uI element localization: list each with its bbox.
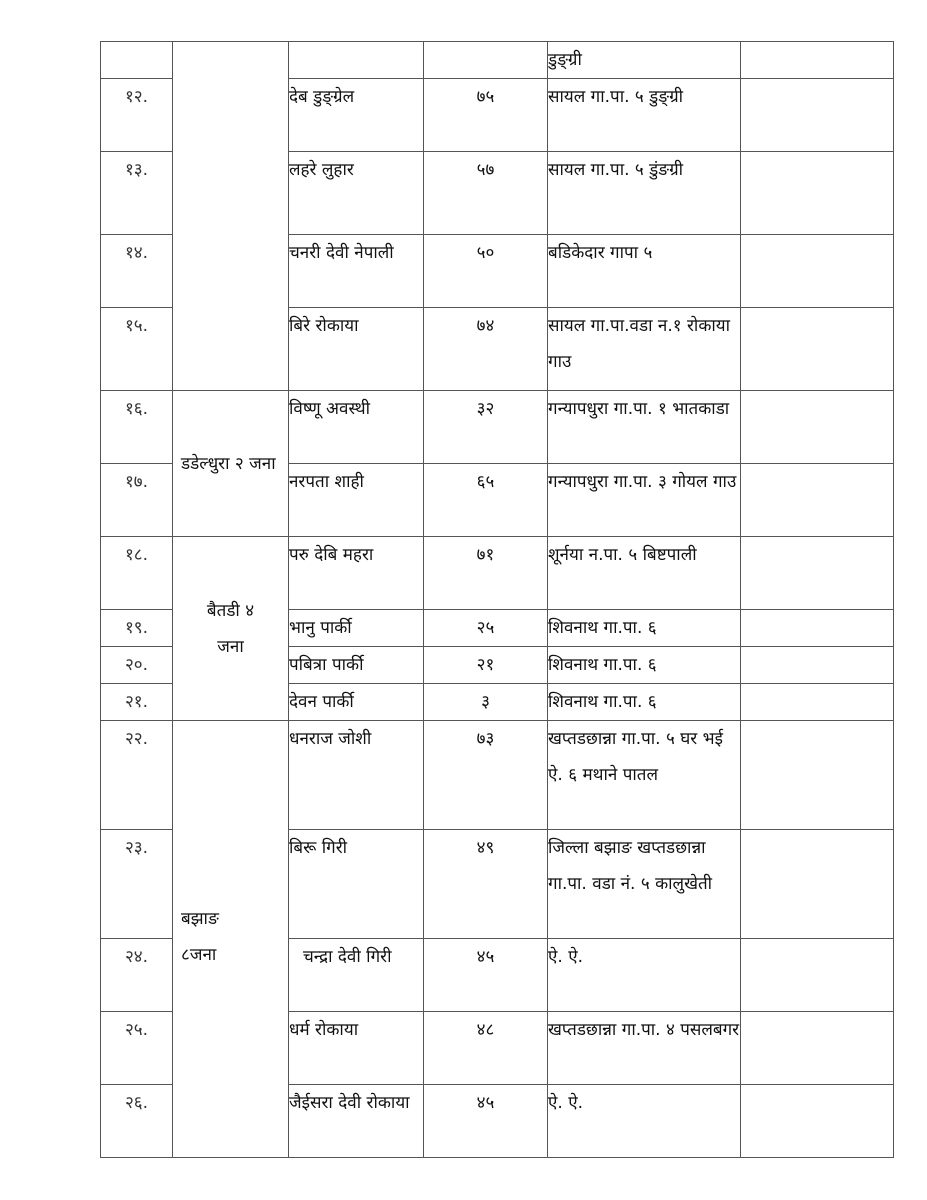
- age-cell: ७४: [424, 308, 548, 391]
- remarks-cell: [741, 152, 894, 235]
- serial-cell: १९.: [101, 610, 173, 647]
- address-cell: खप्तडछान्ना गा.पा. ५ घर भई ऐ. ६ मथाने पातल: [548, 721, 741, 830]
- table-row: [101, 42, 894, 79]
- serial-cell: २०.: [101, 647, 173, 684]
- table-row: [101, 721, 894, 830]
- name-cell: चनरी देवी नेपाली: [289, 235, 424, 308]
- serial-cell: २३.: [101, 830, 173, 939]
- address-cell: सायल गा.पा. ५ डुंङग्री: [548, 152, 741, 235]
- remarks-cell: [741, 721, 894, 830]
- district-cell: [173, 42, 289, 391]
- remarks-cell: [741, 42, 894, 79]
- serial-cell: १७.: [101, 464, 173, 537]
- serial-cell: १६.: [101, 391, 173, 464]
- serial-cell: २४.: [101, 939, 173, 1012]
- district-name: बझाङ: [181, 909, 219, 929]
- address-cell: ऐ. ऐ.: [548, 1085, 741, 1158]
- remarks-cell: [741, 391, 894, 464]
- serial-cell: १३.: [101, 152, 173, 235]
- age-cell: ३: [424, 684, 548, 721]
- name-cell: लहरे लुहार: [289, 152, 424, 235]
- address-cell: बडिकेदार गापा ५: [548, 235, 741, 308]
- age-cell: ५०: [424, 235, 548, 308]
- name-cell: धनराज जोशी: [289, 721, 424, 830]
- address-cell: सायल गा.पा.वडा न.१ रोकाया गाउ: [548, 308, 741, 391]
- district-cell: [173, 721, 289, 1158]
- address-cell: गन्यापधुरा गा.पा. १ भातकाडा: [548, 391, 741, 464]
- remarks-cell: [741, 939, 894, 1012]
- table-row: [101, 537, 894, 610]
- address-cell: शिवनाथ गा.पा. ६: [548, 647, 741, 684]
- name-cell: परु देबि महरा: [289, 537, 424, 610]
- name-cell: नरपता शाही: [289, 464, 424, 537]
- remarks-cell: [741, 830, 894, 939]
- remarks-cell: [741, 79, 894, 152]
- address-cell: डुङ्ग्री: [548, 42, 741, 79]
- age-cell: ७१: [424, 537, 548, 610]
- address-cell: शूर्नया न.पा. ५ बिष्टपाली: [548, 537, 741, 610]
- address-cell: जिल्ला बझाङ खप्तडछान्ना गा.पा. वडा नं. ५ कालुखेती: [548, 830, 741, 939]
- serial-cell: १८.: [101, 537, 173, 610]
- serial-cell: २१.: [101, 684, 173, 721]
- remarks-cell: [741, 610, 894, 647]
- remarks-cell: [741, 647, 894, 684]
- name-cell: धर्म रोकाया: [289, 1012, 424, 1085]
- name-cell: देवन पार्की: [289, 684, 424, 721]
- remarks-cell: [741, 1012, 894, 1085]
- age-cell: ७३: [424, 721, 548, 830]
- serial-cell: २५.: [101, 1012, 173, 1085]
- address-cell: शिवनाथ गा.पा. ६: [548, 610, 741, 647]
- beneficiary-table: [100, 41, 894, 1158]
- serial-cell: [101, 42, 173, 79]
- address-cell: शिवनाथ गा.पा. ६: [548, 684, 741, 721]
- age-cell: ७५: [424, 79, 548, 152]
- remarks-cell: [741, 308, 894, 391]
- age-cell: २५: [424, 610, 548, 647]
- age-cell: ३२: [424, 391, 548, 464]
- district-cell: बैतडी ४ जना: [173, 537, 289, 721]
- name-cell: भानु पार्की: [289, 610, 424, 647]
- name-cell: [289, 42, 424, 79]
- remarks-cell: [741, 235, 894, 308]
- name-cell: चन्द्रा देवी गिरी: [289, 939, 424, 1012]
- remarks-cell: [741, 537, 894, 610]
- address-cell: ऐ. ऐ.: [548, 939, 741, 1012]
- name-cell: देब डुङ्ग्रेल: [289, 79, 424, 152]
- name-cell: जैईसरा देवी रोकाया: [289, 1085, 424, 1158]
- age-cell: ४८: [424, 1012, 548, 1085]
- serial-cell: १२.: [101, 79, 173, 152]
- age-cell: ४५: [424, 1085, 548, 1158]
- serial-cell: २६.: [101, 1085, 173, 1158]
- age-cell: ४५: [424, 939, 548, 1012]
- age-cell: ५७: [424, 152, 548, 235]
- address-cell: सायल गा.पा. ५ डुङ्ग्री: [548, 79, 741, 152]
- age-cell: ६५: [424, 464, 548, 537]
- age-cell: ४९: [424, 830, 548, 939]
- serial-cell: १५.: [101, 308, 173, 391]
- serial-cell: २२.: [101, 721, 173, 830]
- serial-cell: १४.: [101, 235, 173, 308]
- age-cell: [424, 42, 548, 79]
- district-count: ८जना: [181, 945, 217, 965]
- address-cell: गन्यापधुरा गा.पा. ३ गोयल गाउ: [548, 464, 741, 537]
- name-cell: बिरू गिरी: [289, 830, 424, 939]
- address-cell: खप्तडछान्ना गा.पा. ४ पसलबगर: [548, 1012, 741, 1085]
- remarks-cell: [741, 684, 894, 721]
- remarks-cell: [741, 464, 894, 537]
- district-cell: डडेल्धुरा २ जना: [173, 391, 289, 537]
- name-cell: विष्णू अवस्थी: [289, 391, 424, 464]
- table-row: [101, 391, 894, 464]
- remarks-cell: [741, 1085, 894, 1158]
- name-cell: पबित्रा पार्की: [289, 647, 424, 684]
- age-cell: २१: [424, 647, 548, 684]
- name-cell: बिरे रोकाया: [289, 308, 424, 391]
